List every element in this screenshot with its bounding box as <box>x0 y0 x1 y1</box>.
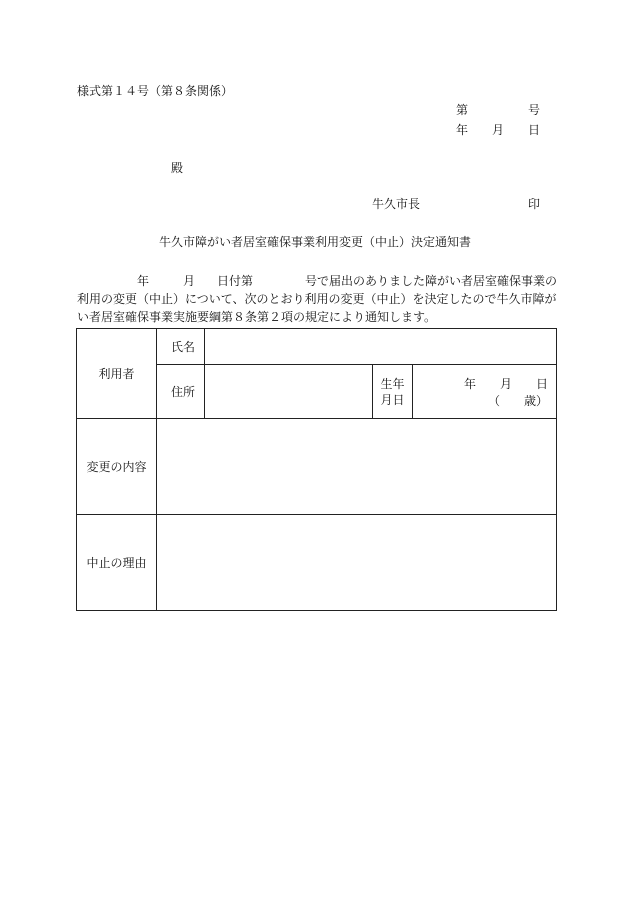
stop-label-cell <box>77 515 157 611</box>
change-label: 変更の内容 <box>86 460 147 474</box>
addressee-honorific: 殿 <box>171 161 184 175</box>
sender-title: 牛久市長 <box>372 197 421 211</box>
change-content-field[interactable] <box>157 419 557 515</box>
name-field[interactable] <box>205 329 557 365</box>
birth-ymd: 年 月 日 <box>464 376 549 391</box>
birth-date-field[interactable] <box>413 365 557 419</box>
birth-age: （ 歳） <box>488 393 549 408</box>
body-year: 年 <box>137 274 150 288</box>
body-line-3: い者居室確保事業実施要綱第８条第２項の規定により通知します。 <box>77 310 437 324</box>
body-line-1 <box>77 272 556 290</box>
address-label: 住所 <box>171 385 196 399</box>
body-month: 月 <box>183 274 196 288</box>
document-title: 牛久市障がい者居室確保事業利用変更（中止）決定通知書 <box>158 235 471 249</box>
address-label-cell <box>157 365 205 419</box>
birth-label-cell <box>373 365 413 419</box>
name-label: 氏名 <box>171 340 196 354</box>
body-paragraph <box>77 272 556 326</box>
issue-date-month: 月 <box>491 123 504 137</box>
sender-line <box>372 197 540 211</box>
issue-date-year: 年 <box>456 123 469 137</box>
issue-date-line <box>456 123 540 137</box>
form-table <box>76 328 557 611</box>
issue-number-line <box>456 103 540 117</box>
stop-reason-field[interactable] <box>157 515 557 611</box>
change-label-cell <box>77 419 157 515</box>
user-label-cell <box>77 329 157 419</box>
birth-label-2: 月日 <box>380 392 405 407</box>
body-date-suffix: 日付第 <box>217 274 254 288</box>
name-label-cell <box>157 329 205 365</box>
issue-number-prefix: 第 <box>456 103 469 117</box>
issue-number-suffix: 号 <box>527 103 540 117</box>
body-line-1-rest: 号で届出のありました障がい者居室確保事業の <box>305 274 558 288</box>
body-line-2: 利用の変更（中止）について、次のとおり利用の変更（中止）を決定したので牛久市障が <box>77 292 557 306</box>
stop-label: 中止の理由 <box>86 556 147 570</box>
address-field[interactable] <box>205 365 373 419</box>
issue-date-day: 日 <box>527 123 540 137</box>
form-number: 様式第１４号（第８条関係） <box>77 84 234 98</box>
sender-seal: 印 <box>527 197 540 211</box>
user-label: 利用者 <box>98 367 135 381</box>
birth-label-1: 生年 <box>380 376 405 391</box>
